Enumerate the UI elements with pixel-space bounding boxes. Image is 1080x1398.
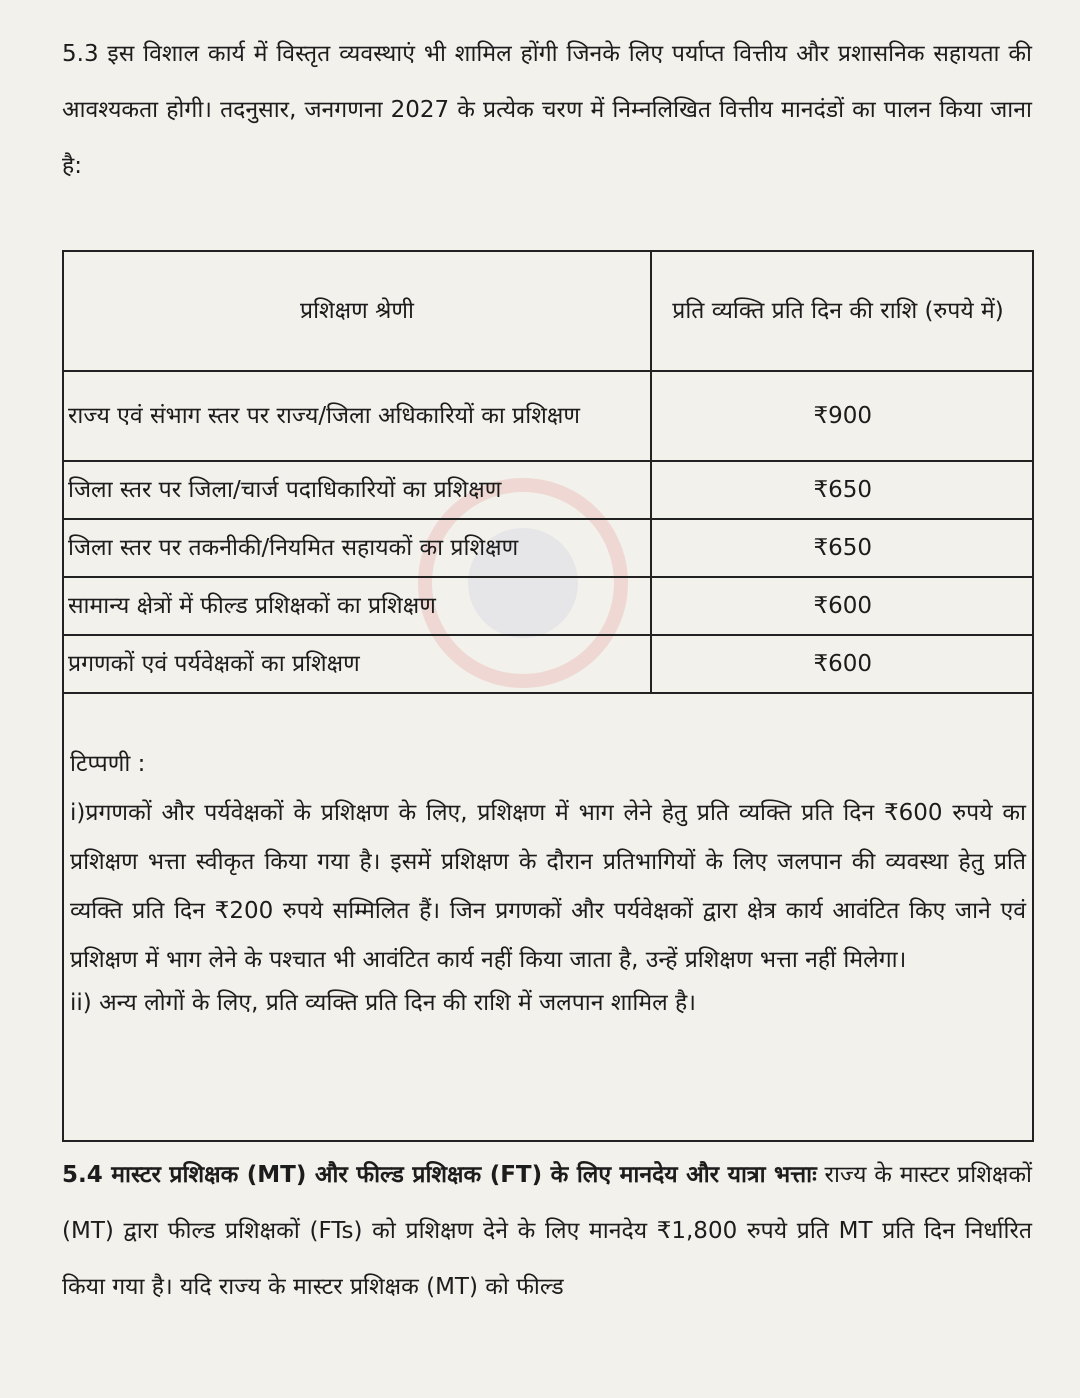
row-category: जिला स्तर पर तकनीकी/नियमित सहायकों का प्रशिक्षण xyxy=(63,519,651,577)
row-amount: ₹900 xyxy=(651,371,1033,461)
row-amount: ₹600 xyxy=(651,577,1033,635)
row-category: जिला स्तर पर जिला/चार्ज पदाधिकारियों का प्रशिक्षण xyxy=(63,461,651,519)
row-amount: ₹650 xyxy=(651,519,1033,577)
row-category: राज्य एवं संभाग स्तर पर राज्य/जिला अधिकारियों का प्रशिक्षण xyxy=(63,371,651,461)
row-amount: ₹650 xyxy=(651,461,1033,519)
header-amount-per-day: प्रति व्यक्ति प्रति दिन की राशि (रुपये में) xyxy=(651,251,1033,371)
table-header-row xyxy=(63,251,1033,371)
table-row xyxy=(63,371,1033,461)
row-amount: ₹600 xyxy=(651,635,1033,693)
training-allowance-table xyxy=(62,250,1034,1142)
note-point-1: i)प्रगणकों और पर्यवेक्षकों के प्रशिक्षण के लिए, प्रशिक्षण में भाग लेने हेतु प्रति व्यक्ति प्रति दिन ₹600 रुपये का प्रशिक्षण भत्ता स्वीकृत किया गया है। इसमें प्रशिक्षण के दौरान प्रतिभागियों के लिए जलपान की व्यवस्था हेतु प्रति व्यक्ति प्रति दिन ₹200 रुपये सम्मिलित हैं। जिन प्रगणकों और पर्यवेक्षकों द्वारा क्षेत्र कार्य आवंटित किए जाने एवं प्रशिक्षण में भाग लेने के पश्चात भी आवंटित कार्य नहीं किया जाता है, उन्हें प्रशिक्षण भत्ता नहीं मिलेगा। xyxy=(70,800,1026,973)
table-row xyxy=(63,519,1033,577)
paragraph-5-4 xyxy=(62,1147,1032,1315)
paragraph-5-3: 5.3 इस विशाल कार्य में विस्तृत व्यवस्थाएं भी शामिल होंगी जिनके लिए पर्याप्त वित्तीय और प्रशासनिक सहायता की आवश्यकता होगी। तदनुसार, जनगणना 2027 के प्रत्येक चरण में निम्नलिखित वित्तीय मानदंडों का पालन किया जाना है: xyxy=(62,41,1032,179)
table-row xyxy=(63,461,1033,519)
note-heading: टिप्पणी : xyxy=(70,751,146,777)
table-note-row xyxy=(63,693,1033,1141)
section-5-4-heading: 5.4 मास्टर प्रशिक्षक (MT) और फील्ड प्रशिक्षक (FT) के लिए मानदेय और यात्रा भत्ताः xyxy=(62,1162,817,1188)
table-row xyxy=(63,635,1033,693)
table-row xyxy=(63,577,1033,635)
row-category: प्रगणकों एवं पर्यवेक्षकों का प्रशिक्षण xyxy=(63,635,651,693)
header-training-category: प्रशिक्षण श्रेणी xyxy=(63,251,651,371)
row-category: सामान्य क्षेत्रों में फील्ड प्रशिक्षकों का प्रशिक्षण xyxy=(63,577,651,635)
table-note-cell xyxy=(63,693,1033,1141)
section-5-4-text: राज्य के मास्टर प्रशिक्षकों (MT) द्वारा फील्ड प्रशिक्षकों (FTs) को प्रशिक्षण देने के लिए मानदेय ₹1,800 रुपये प्रति MT प्रति दिन निर्धारित किया गया है। यदि राज्य के मास्टर प्रशिक्षक (MT) को फील्ड xyxy=(62,1162,1032,1300)
note-point-2: ii) अन्य लोगों के लिए, प्रति व्यक्ति प्रति दिन की राशि में जलपान शामिल है। xyxy=(70,990,696,1016)
